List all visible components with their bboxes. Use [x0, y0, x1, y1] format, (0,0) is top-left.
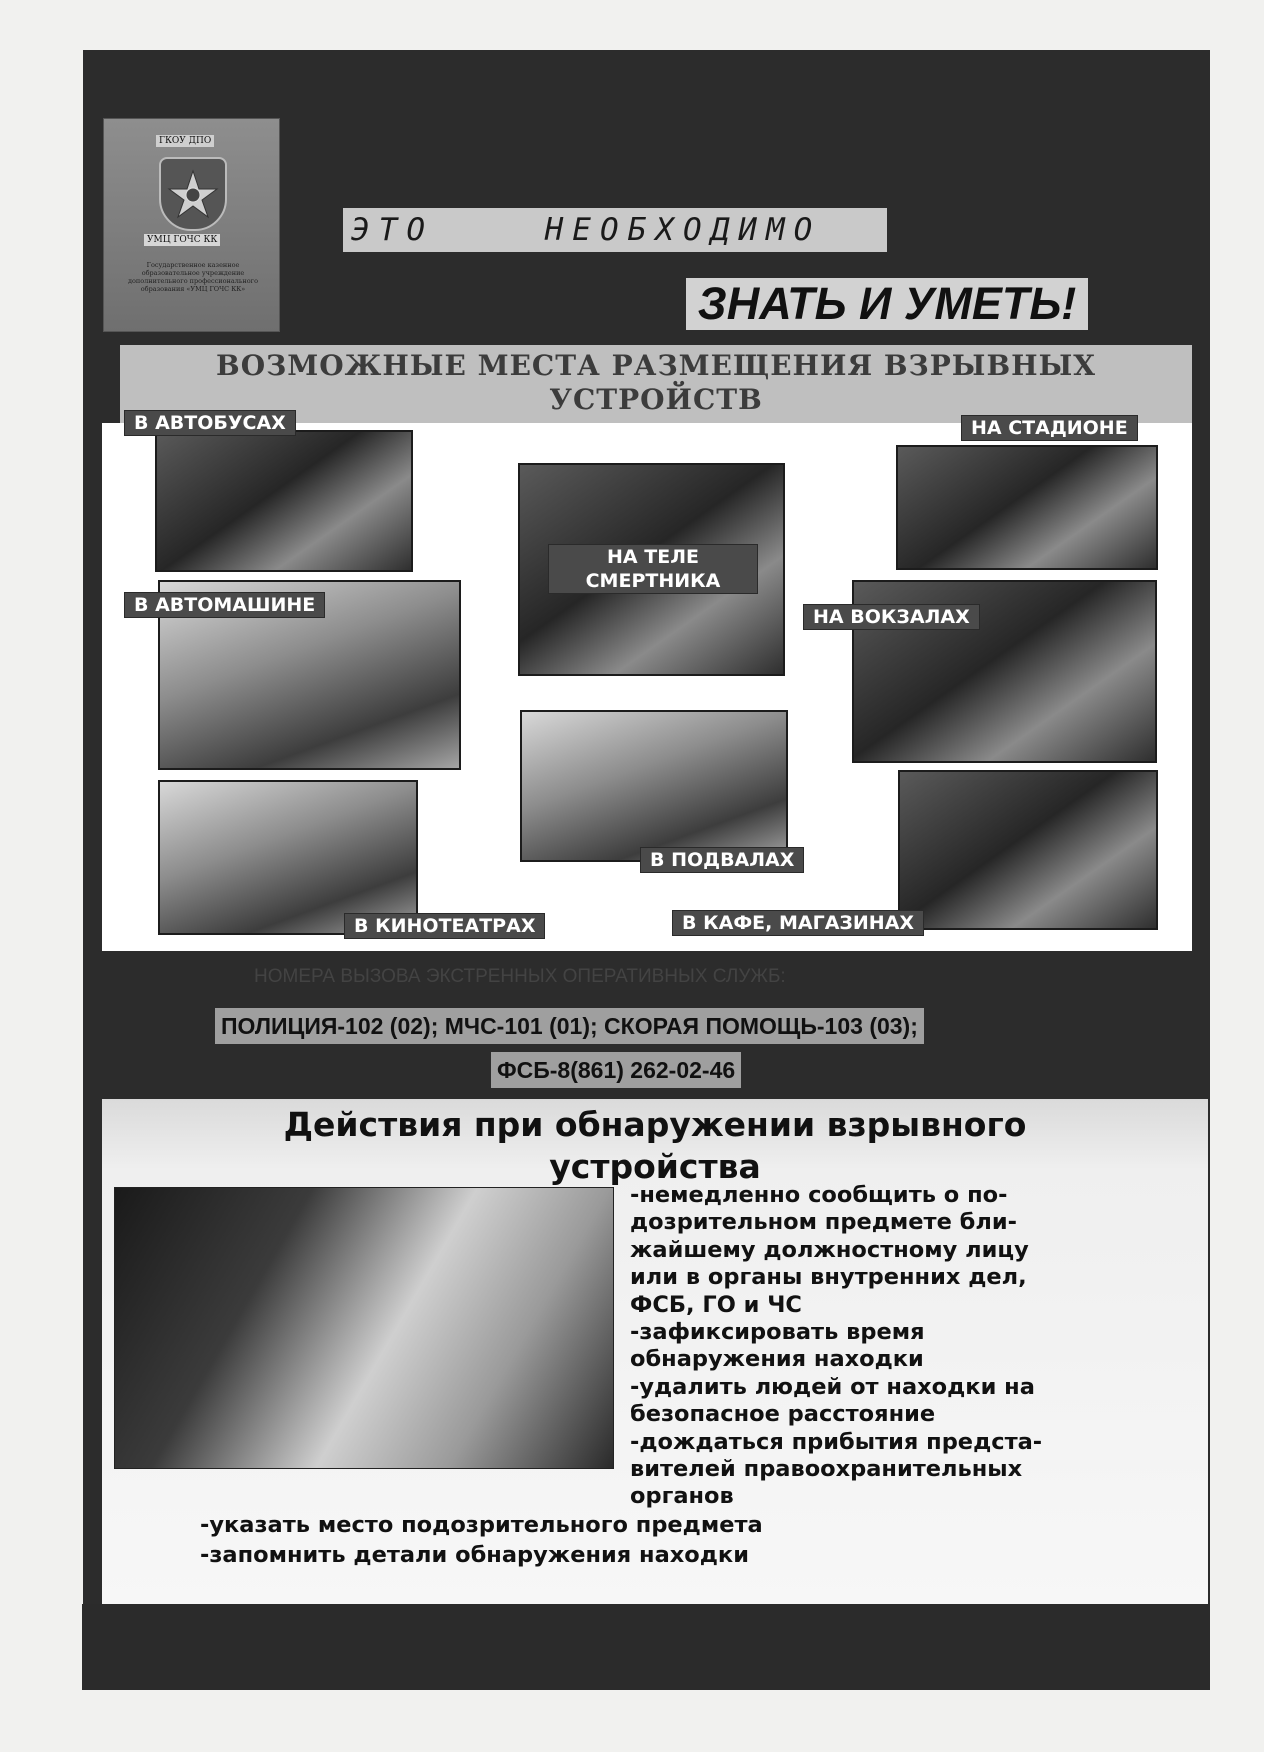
label-car: В АВТОМАШИНЕ — [124, 592, 325, 618]
action-steps-continued — [200, 1510, 1100, 1570]
phones-heading: НОМЕРА ВЫЗОВА ЭКСТРЕННЫХ ОПЕРАТИВНЫХ СЛУЖБ: — [254, 966, 786, 987]
step-line: -зафиксировать время — [630, 1319, 925, 1346]
label-cafes: В КАФЕ, МАГАЗИНАХ — [672, 910, 924, 936]
cafe-photo — [898, 770, 1158, 930]
emblem-shield-icon — [159, 157, 227, 231]
step-line: или в органы внутренних дел, — [630, 1264, 1027, 1291]
label-bomber-line-1: НА ТЕЛЕ — [607, 546, 699, 568]
step-line: -указать место подозрительного предмета — [200, 1512, 763, 1538]
label-bomber-line-2: СМЕРТНИКА — [585, 570, 721, 592]
buses-photo — [155, 430, 413, 572]
step-line: обнаружения находки — [630, 1346, 924, 1373]
step-line: -запомнить детали обнаружения находки — [200, 1542, 749, 1568]
phones-line-1: ПОЛИЦИЯ-102 (02); МЧС-101 (01); СКОРАЯ ПОМОЩЬ-103 (03); — [215, 1008, 924, 1044]
step-line: жайшему должностному лицу — [630, 1236, 1029, 1263]
stadium-photo — [896, 445, 1158, 570]
label-stadium: НА СТАДИОНЕ — [961, 415, 1138, 441]
organization-logo — [103, 118, 280, 332]
actions-title — [102, 1104, 1208, 1188]
logo-small-text: Государственное казенное образовательное учреждение дополнительного профессионального образования «УМЦ ГОЧС КК» — [127, 261, 258, 293]
step-line: -удалить людей от находки на — [630, 1373, 1035, 1400]
basement-photo — [520, 710, 788, 862]
header-line-2: ЗНАТЬ И УМЕТЬ! — [686, 278, 1088, 330]
phones-line-2: ФСБ-8(861) 262-02-46 — [491, 1052, 741, 1088]
header-line-1: ЭТО НЕОБХОДИМО — [343, 208, 887, 252]
metro-door-photo — [114, 1187, 614, 1469]
bottom-bar — [82, 1604, 1210, 1690]
action-steps — [630, 1182, 1190, 1511]
label-cinemas: В КИНОТЕАТРАХ — [344, 913, 545, 939]
label-buses: В АВТОБУСАХ — [124, 410, 296, 436]
actions-title-line-2: устройства — [549, 1147, 761, 1186]
actions-title-line-1: Действия при обнаружении взрывного — [283, 1105, 1027, 1144]
step-line: ФСБ, ГО и ЧС — [630, 1291, 802, 1318]
cinema-photo — [158, 780, 418, 935]
logo-top-text: ГКОУ ДПО — [156, 135, 214, 147]
step-line: дозрительном предмете бли- — [630, 1209, 1017, 1236]
step-line: безопасное расстояние — [630, 1401, 936, 1428]
label-basements: В ПОДВАЛАХ — [640, 847, 804, 873]
section-title-line-1: ВОЗМОЖНЫЕ МЕСТА РАЗМЕЩЕНИЯ ВЗРЫВНЫХ — [216, 349, 1096, 382]
logo-middle-text: УМЦ ГОЧС КК — [144, 234, 220, 246]
step-line: органов — [630, 1483, 734, 1510]
step-line: -немедленно сообщить о по- — [630, 1182, 1008, 1208]
label-stations: НА ВОКЗАЛАХ — [803, 604, 980, 630]
section-title-line-2: УСТРОЙСТВ — [549, 383, 763, 416]
step-line: -дождаться прибытия предста- — [630, 1428, 1043, 1455]
label-bomber — [548, 544, 758, 594]
step-line: вителей правоохранительных — [630, 1456, 1023, 1483]
